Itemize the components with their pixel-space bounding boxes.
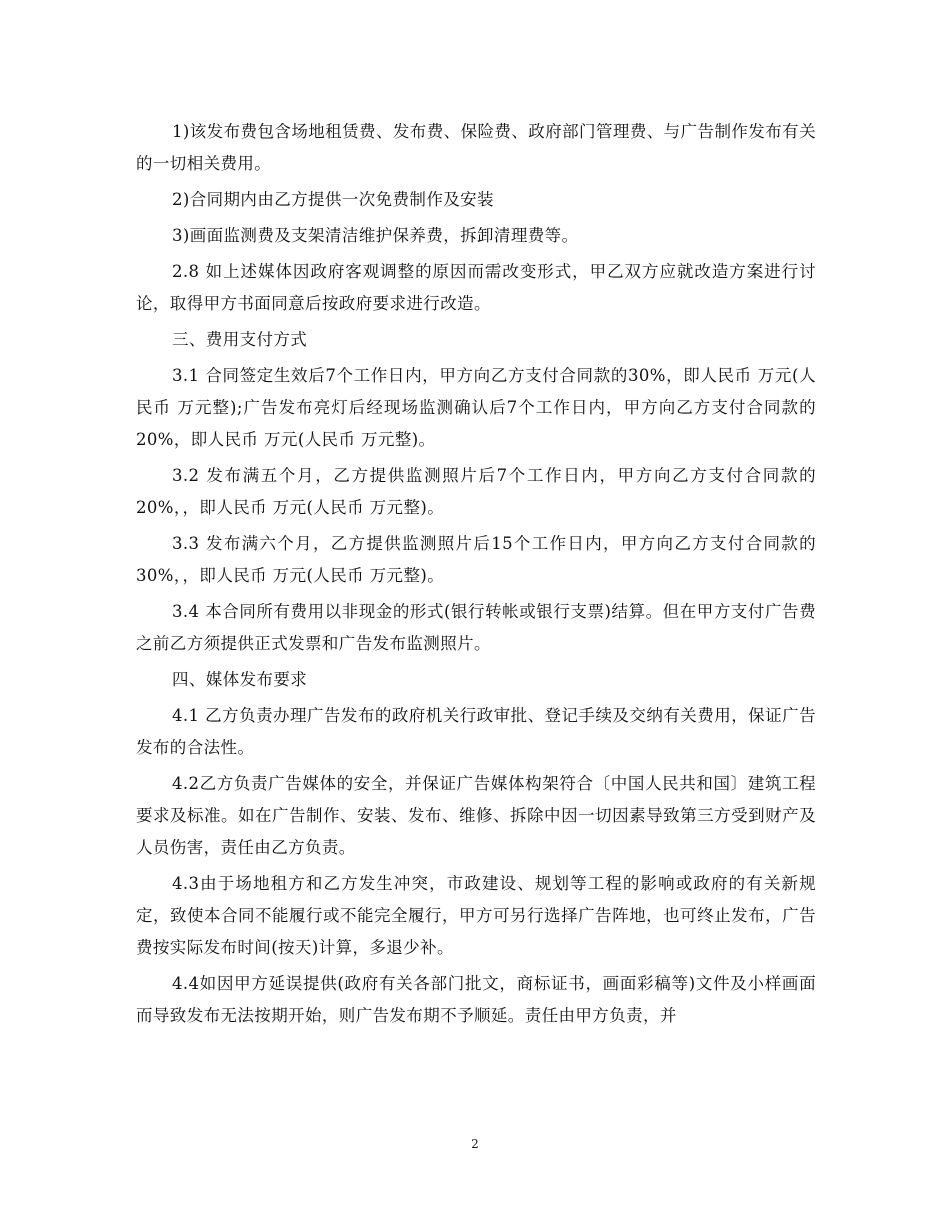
paragraph-clause-4-2: 4.2乙方负责广告媒体的安全，并保证广告媒体构架符合〔中国人民共和国〕建筑工程要求及标准。如在广告制作、安装、发布、维修、拆除中因一切因素导致第三方受到财产及人员伤害，责任由乙方负责。	[136, 774, 816, 857]
paragraph-clause-4-4: 4.4如因甲方延误提供(政府有关各部门批文，商标证书，画面彩稿等)文件及小样画面而导致发布无法按期开始，则广告发布期不予顺延。责任由甲方负责，并	[136, 974, 816, 1025]
paragraph-clause-3-4: 3.4 本合同所有费用以非现金的形式(银行转帐或银行支票)结算。但在甲方支付广告费之前乙方须提供正式发票和广告发布监测照片。	[136, 602, 816, 653]
paragraph-free-production: 2)合同期内由乙方提供一次免费制作及安装	[172, 190, 494, 209]
section-heading-media-requirements: 四、媒体发布要求	[172, 670, 308, 689]
paragraph-clause-4-3: 4.3由于场地租方和乙方发生冲突，市政建设、规划等工程的影响或政府的有关新规定，致使本合同不能履行或不能完全履行，甲方可另行选择广告阵地，也可终止发布，广告费按实际发布时间(按天)计算，多退少补。	[136, 874, 816, 957]
paragraph-clause-2-8: 2.8 如上述媒体因政府客观调整的原因而需改变形式，甲乙双方应就改造方案进行讨论，取得甲方书面同意后按政府要求进行改造。	[136, 262, 816, 313]
paragraph-clause-3-3: 3.3 发布满六个月，乙方提供监测照片后15个工作日内，甲方向乙方支付合同款的30%，，即人民币 万元(人民币 万元整)。	[136, 534, 816, 585]
document-body	[136, 116, 816, 1036]
page-number: 2	[471, 1137, 479, 1151]
paragraph-fee-includes: 1)该发布费包含场地租赁费、发布费、保险费、政府部门管理费、与广告制作发布有关的一切相关费用。	[136, 122, 816, 173]
paragraph-monitoring-fee: 3)画面监测费及支架清洁维护保养费，拆卸清理费等。	[172, 226, 579, 245]
paragraph-clause-4-1: 4.1 乙方负责办理广告发布的政府机关行政审批、登记手续及交纳有关费用，保证广告发布的合法性。	[136, 706, 816, 757]
section-heading-payment: 三、费用支付方式	[172, 330, 308, 349]
paragraph-clause-3-2: 3.2 发布满五个月，乙方提供监测照片后7个工作日内，甲方向乙方支付合同款的20%，，即人民币 万元(人民币 万元整)。	[136, 466, 816, 517]
paragraph-clause-3-1: 3.1 合同签定生效后7个工作日内，甲方向乙方支付合同款的30%，即人民币 万元(人民币 万元整);广告发布亮灯后经现场监测确认后7个工作日内，甲方向乙方支付合同款的20%，即人民币 万元(人民币 万元整)。	[136, 366, 816, 449]
